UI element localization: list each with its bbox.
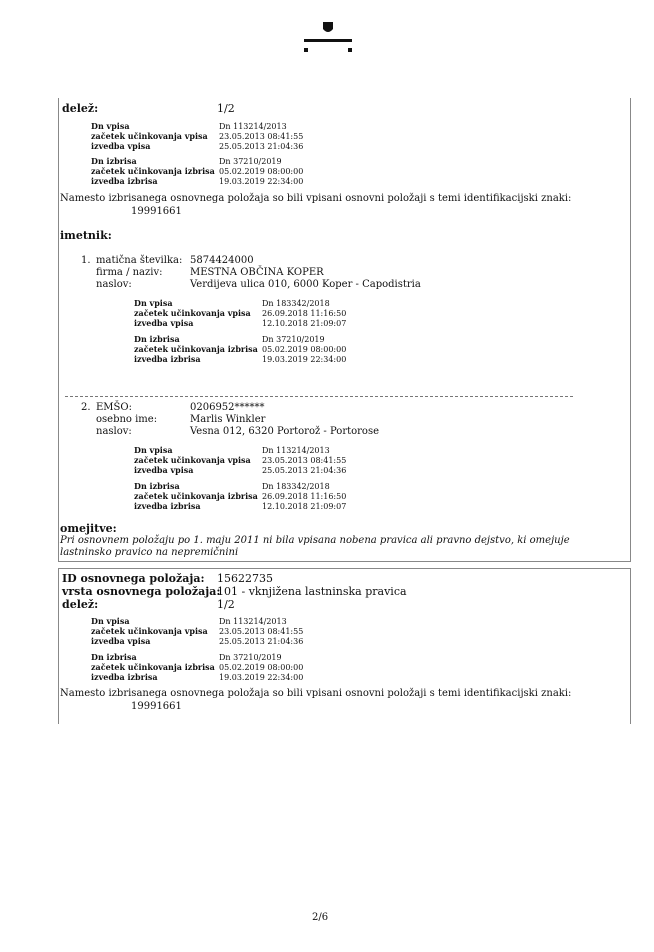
vrsta-value: 101 - vknjižena lastninska pravica: [217, 585, 407, 598]
izbris-value: 05.02.2019 08:00:00: [219, 167, 304, 176]
page-number: 2/6: [312, 912, 329, 923]
izbris-label: Dn izbrisa: [134, 334, 180, 344]
vpis-value: Dn 113214/2013: [262, 446, 330, 455]
izbris-label: začetek učinkovanja izbrisa: [134, 491, 258, 501]
holder-field-label: EMŠO:: [96, 402, 132, 413]
izbris-value: 26.09.2018 11:16:50: [262, 492, 347, 501]
izbris-label: izvedba izbrisa: [134, 354, 201, 364]
holder-field-label: naslov:: [96, 279, 132, 290]
vpis-label: izvedba vpisa: [91, 141, 151, 151]
vpis-value: Dn 113214/2013: [219, 617, 287, 626]
delez-label: delež:: [62, 598, 99, 611]
vpis-value: Dn 183342/2018: [262, 299, 330, 308]
vpis-label: izvedba vpisa: [91, 636, 151, 646]
izbris-value: 19.03.2019 22:34:00: [219, 673, 304, 682]
izbris-value: 05.02.2019 08:00:00: [262, 345, 347, 354]
vpis-label: začetek učinkovanja vpisa: [91, 626, 208, 636]
vpis-label: začetek učinkovanja vpisa: [134, 308, 251, 318]
vpis-value: 26.09.2018 11:16:50: [262, 309, 347, 318]
holder-field-value: Verdijeva ulica 010, 6000 Koper - Capodistria: [190, 279, 421, 290]
delez-value: 1/2: [217, 598, 235, 611]
vpis-value: 23.05.2013 08:41:55: [219, 132, 304, 141]
vpis-label: Dn vpisa: [91, 616, 130, 626]
vpis-label: Dn vpisa: [91, 121, 130, 131]
vpis-label: izvedba vpisa: [134, 465, 194, 475]
id-value: 15622735: [217, 572, 273, 585]
vpis-value: 25.05.2013 21:04:36: [219, 637, 304, 646]
izbris-label: začetek učinkovanja izbrisa: [91, 166, 215, 176]
vpis-value: Dn 113214/2013: [219, 122, 287, 131]
holder-field-label: osebno ime:: [96, 414, 158, 425]
holder-number: 2.: [81, 402, 91, 413]
holder-field-value: Vesna 012, 6320 Portorož - Portorose: [190, 426, 379, 437]
coat-of-arms-icon: [300, 22, 356, 54]
izbris-label: izvedba izbrisa: [91, 176, 158, 186]
holder-field-value: 0206952******: [190, 402, 265, 413]
delez-value: 1/2: [217, 102, 235, 115]
omejitve-text-line-2: lastninsko pravico na nepremičnini: [60, 547, 239, 558]
izbris-label: začetek učinkovanja izbrisa: [134, 344, 258, 354]
holder-field-value: 5874424000: [190, 255, 254, 266]
replaced-id: 19991661: [131, 701, 182, 712]
vpis-label: izvedba vpisa: [134, 318, 194, 328]
replaced-note: Namesto izbrisanega osnovnega položaja so bili vpisani osnovni položaji s temi identifikacijski znaki:: [60, 193, 572, 204]
holder-field-value: MESTNA OBČINA KOPER: [190, 267, 324, 278]
holder-field-value: Marlis Winkler: [190, 414, 266, 425]
holder-divider: [65, 396, 573, 397]
vpis-label: Dn vpisa: [134, 445, 173, 455]
holder-field-label: matična številka:: [96, 255, 183, 266]
izbris-value: 05.02.2019 08:00:00: [219, 663, 304, 672]
izbris-value: 12.10.2018 21:09:07: [262, 502, 347, 511]
replaced-note: Namesto izbrisanega osnovnega položaja so bili vpisani osnovni položaji s temi identifikacijski znaki:: [60, 688, 572, 699]
izbris-value: Dn 37210/2019: [219, 157, 282, 166]
vpis-value: 12.10.2018 21:09:07: [262, 319, 347, 328]
holder-field-label: firma / naziv:: [96, 267, 163, 278]
izbris-value: Dn 37210/2019: [262, 335, 325, 344]
izbris-label: Dn izbrisa: [91, 652, 137, 662]
omejitve-text-line-1: Pri osnovnem položaju po 1. maju 2011 ni bila vpisana nobena pravica ali pravno dejstvo, ki omejuje: [60, 535, 570, 546]
izbris-label: Dn izbrisa: [91, 156, 137, 166]
holder-number: 1.: [81, 255, 91, 266]
izbris-label: Dn izbrisa: [134, 481, 180, 491]
izbris-label: začetek učinkovanja izbrisa: [91, 662, 215, 672]
vrsta-label: vrsta osnovnega položaja:: [62, 585, 221, 598]
imetnik-heading: imetnik:: [60, 229, 112, 242]
izbris-label: izvedba izbrisa: [91, 672, 158, 682]
vpis-value: 23.05.2013 08:41:55: [219, 627, 304, 636]
izbris-value: 19.03.2019 22:34:00: [262, 355, 347, 364]
vpis-label: Dn vpisa: [134, 298, 173, 308]
izbris-value: Dn 37210/2019: [219, 653, 282, 662]
replaced-id: 19991661: [131, 206, 182, 217]
holder-field-label: naslov:: [96, 426, 132, 437]
vpis-value: 25.05.2013 21:04:36: [262, 466, 347, 475]
vpis-label: začetek učinkovanja vpisa: [134, 455, 251, 465]
vpis-label: začetek učinkovanja vpisa: [91, 131, 208, 141]
omejitve-heading: omejitve:: [60, 522, 117, 535]
id-label: ID osnovnega položaja:: [62, 572, 205, 585]
izbris-value: 19.03.2019 22:34:00: [219, 177, 304, 186]
delez-label: delež:: [62, 102, 99, 115]
vpis-value: 23.05.2013 08:41:55: [262, 456, 347, 465]
vpis-value: 25.05.2013 21:04:36: [219, 142, 304, 151]
izbris-label: izvedba izbrisa: [134, 501, 201, 511]
izbris-value: Dn 183342/2018: [262, 482, 330, 491]
